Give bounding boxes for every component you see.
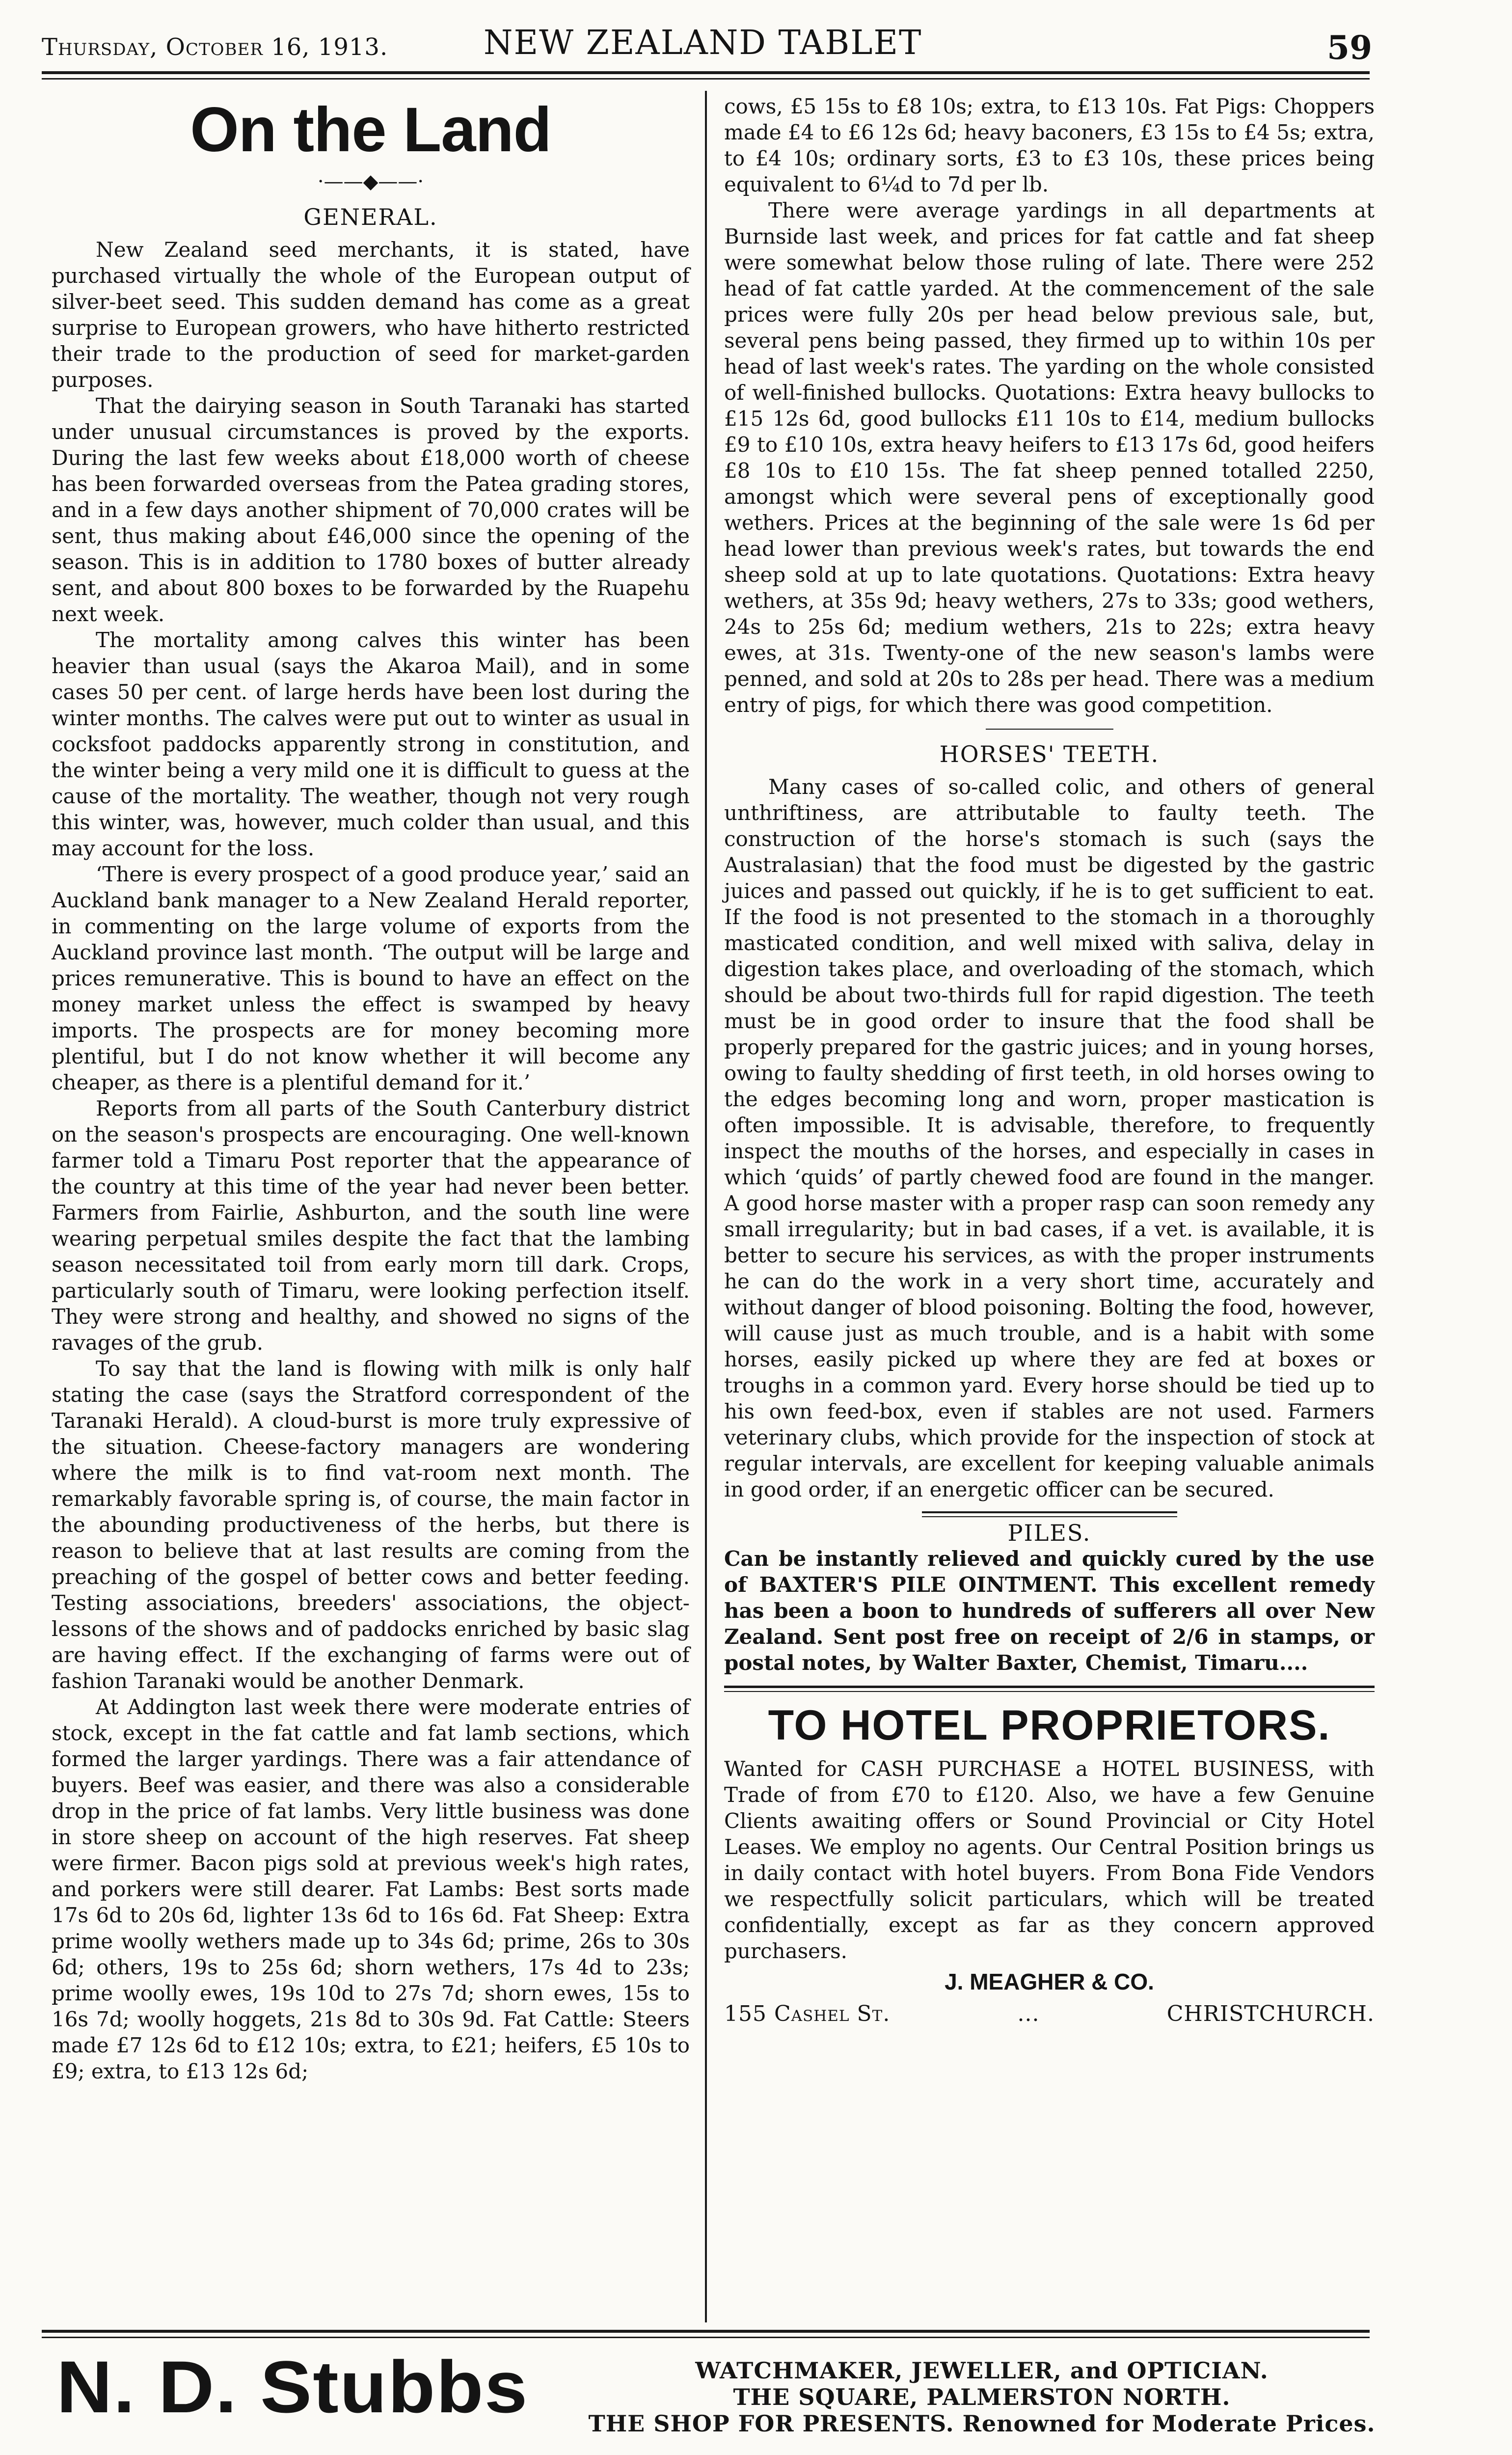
section-heading-general: GENERAL. [303, 204, 438, 230]
right-column [724, 93, 1375, 2028]
paragraph: Many cases of so-called colic, and others of general unthriftiness, are attributable to faulty teeth. The construction of the horse's stomach is such (says the Australasian) that the food must be digested by the gastric juices and passed out quickly, if he is to get sufficient to eat. If the food is not presented to the stomach in a thoroughly masticated condition, and well mixed with saliva, delay in digestion takes place, and overloading of the stomach, which should be about two-thirds full for rapid digestion. The teeth must be in good order to insure that the food shall be properly prepared for the gastric juices; and in young horses, owing to faulty shedding of first teeth, in old horses owing to the edges becoming long and worn, proper mastication is often impossible. It is advisable, therefore, to frequently inspect the mouths of the horses, and especially in cases in which ‘quids’ of partly chewed food are found in the manger. A good horse master with a proper rasp can soon remedy any small irregularity; but in bad cases, if a vet. is available, it is better to secure his services, as with the proper instruments he can do the work in a very short time, accurately and without danger of blood poisoning. Bolting the food, however, will cause just as much trouble, and is a habit with some horses, easily picked up where they are fed at boxes or troughs in a common yard. Every horse should be tied up to his own feed-box, even if stables are not used. Farmers veterinary clubs, which provide for the inspection of stock at regular intervals, are excellent for keeping valuable animals in good order, if an energetic officer can be secured. [724, 775, 1375, 1501]
section-heading-horses-teeth: HORSES' TEETH. [939, 741, 1160, 767]
article-heading: On the Land [190, 95, 551, 165]
advert-line: THE SHOP FOR PRESENTS. Renowned for Moderate Prices. [588, 2410, 1376, 2437]
hotel-advert-body [724, 1756, 1375, 1964]
left-column [52, 93, 690, 2084]
address-dots: ... [1017, 2001, 1040, 2026]
hotel-advert-text: Wanted for CASH PURCHASE a HOTEL BUSINESS, with Trade of from £70 to £120. Also, we have a few Genuine Clients awaiting offers or Sound Provincial or City Hotel Leases. We employ no agents. Our Central Position brings us in daily contact with hotel buyers. From Bona Fide Vendors we respectfully solicit particulars, which will be treated confidentially, except as far as they concern approved purchasers. [724, 1757, 1375, 1963]
hotel-advert-signature: J. MEAGHER & CO. [945, 1969, 1154, 1994]
advert-line: WATCHMAKER, JEWELLER, and OPTICIAN. [695, 2357, 1269, 2384]
paragraph: There were average yardings in all departments at Burnside last week, and prices for fat cattle and fat sheep were somewhat below those ruling of late. There were 252 head of fat cattle yarded. At the commencement of the sale prices were fully 20s per head below previous sale, but, several pens being passed, they firmed up to within 10s per head of last week's rates. The yarding on the whole consisted of well-finished bullocks. Quotations: Extra heavy bullocks to £15 12s 6d, good bullocks £11 10s to £14, medium bullocks £9 to £10 10s, extra heavy heifers to £13 17s 6d, good heifers £8 10s to £10 15s. The fat sheep penned totalled 2250, amongst which were several pens of exceptionally good wethers. Prices at the beginning of the sale were 1s 6d per head lower than previous week's rates, but towards the end sheep sold at up to late quotations. Quotations: Extra heavy wethers, at 35s 9d; heavy wethers, 27s to 33s; good wethers, 24s to 25s 6d; medium wethers, 21s to 22s; extra heavy ewes, at 31s. Twenty-one of the new season's lambs were penned, and sold at 20s to 28s per head. There was a medium entry of pigs, for which there was good competition. [724, 198, 1375, 717]
hotel-advert-heading: TO HOTEL PROPRIETORS. [768, 1702, 1331, 1749]
section-divider [986, 729, 1113, 730]
paragraph: cows, £5 15s to £8 10s; extra, to £13 10s. Fat Pigs: Choppers made £4 to £6 12s 6d; heavy baconers, £3 15s to £4 5s; extra, to £4 10s; ordinary sorts, £3 to £3 10s, these prices being equivalent to 6¼d to 7d per lb. [724, 94, 1375, 196]
issue-date: Thursday, October 16, 1913. [42, 33, 388, 61]
piles-rule [922, 1511, 1177, 1517]
piles-heading: PILES. [1007, 1520, 1091, 1546]
publication-title: NEW ZEALAND TABLET [484, 24, 922, 62]
column-rule [705, 91, 707, 2322]
paragraph: New Zealand seed merchants, it is stated, have purchased virtually the whole of the European output of silver-beet seed. This sudden demand has come as a great surprise to European growers, who have hitherto restricted their trade to the production of seed for market-garden purposes. [52, 238, 690, 392]
paragraph: To say that the land is flowing with milk is only half stating the case (says the Stratford correspondent of the Taranaki Herald). A cloud-burst is more truly expressive of the situation. Cheese-factory managers are wondering where the milk is to find vat-room next month. The remarkably favorable spring is, of course, the main factor in the abounding productiveness of the herbs, but there is reason to believe that at last results are coming from the preaching of the gospel of better cows and better feeding. Testing associations, breeders' associations, the object-lessons of the shows and of paddocks enriched by basic slag are having effect. If the exchanging of farms were out of fashion Taranaki would be another Denmark. [52, 1357, 690, 1693]
masthead [42, 19, 1372, 70]
address-city: CHRISTCHURCH. [1166, 2001, 1375, 2026]
page-number: 59 [1327, 28, 1372, 67]
paragraph: Reports from all parts of the South Canterbury district on the season's prospects are encouraging. One well-known farmer told a Timaru Post reporter that the appearance of the country at this time of the year had never been better. Farmers from Fairlie, Ashburton, and the south line were wearing perpetual smiles despite the fact that the lambing season necessitated toil from early morn till dark. Crops, particularly south of Timaru, were looking perfection itself. They were strong and healthy, and showed no signs of the ravages of the grub. [52, 1096, 690, 1355]
address-street: 155 Cashel St. [724, 2001, 891, 2026]
bottom-advert [47, 2340, 1376, 2455]
advert-line: THE SQUARE, PALMERSTON NORTH. [733, 2384, 1231, 2410]
advertiser-details [577, 2357, 1387, 2437]
paragraph: The mortality among calves this winter has been heavier than usual (says the Akaroa Mail), and in some cases 50 per cent. of large herds have been lost during the winter months. The calves were put out to winter as usual in cocksfoot paddocks apparently strong in constitution, and the winter being a very mild one it is difficult to guess at the cause of the mortality. The weather, though not very rough this winter, was, however, much colder than usual, and this may account for the loss. [52, 628, 690, 860]
paragraph: ‘There is every prospect of a good produce year,’ said an Auckland bank manager to a New Zealand Herald reporter, in commenting on the large volume of exports from the Auckland province last month. ‘The output will be large and prices remunerative. This is bound to have an effect on the money market unless the effect is swamped by heavy imports. The prospects are for money becoming more plentiful, but I do not know whether it will become any cheaper, as there is a plentiful demand for it.’ [52, 862, 690, 1094]
top-rule [42, 71, 1370, 80]
hotel-advert-address [724, 2000, 1375, 2028]
paragraph: That the dairying season in South Taranaki has started under unusual circumstances is proved by the exports. During the last few weeks about £18,000 worth of cheese has been forwarded overseas from the Patea grading stores, and in a few days another shipment of 70,000 crates will be sent, thus making about £46,000 since the opening of the season. This is in addition to 1780 boxes of butter already sent, and about 800 boxes to be forwarded by the Ruapehu next week. [52, 394, 690, 626]
heading-ornament: ·——◆——· [317, 170, 424, 193]
bottom-rule [42, 2330, 1370, 2338]
advertiser-name: N. D. Stubbs [56, 2346, 529, 2428]
piles-advert-text: Can be instantly relieved and quickly cured by the use of BAXTER'S PILE OINTMENT. This excellent remedy has been a boon to hundreds of sufferers all over New Zealand. Sent post free on receipt of 2/6 in stamps, or postal notes, by Walter Baxter, Chemist, Timaru.... [724, 1547, 1375, 1675]
advert-divider [724, 1686, 1375, 1692]
paragraph: At Addington last week there were moderate entries of stock, except in the fat cattle and fat lamb sections, which formed the larger yardings. There was a fair attendance of buyers. Beef was easier, and there was also a considerable drop in the price of fat lambs. Very little business was done in store sheep on account of the high reserves. Fat sheep were firmer. Bacon pigs sold at previous week's high rates, and porkers were still dearer. Fat Lambs: Best sorts made 17s 6d to 20s 6d, lighter 13s 6d to 16s 6d. Fat Sheep: Extra prime woolly wethers made up to 34s 6d; prime, 26s to 30s 6d; others, 19s to 25s 6d; shorn wethers, 17s 4d to 23s; prime woolly ewes, 19s 10d to 27s 7d; shorn ewes, 15s to 16s 7d; woolly hoggets, 21s 8d to 30s 9d. Fat Cattle: Steers made £7 12s 6d to £12 10s; extra, to £21; heifers, £5 10s to £9; extra, to £13 12s 6d; [52, 1695, 690, 2083]
